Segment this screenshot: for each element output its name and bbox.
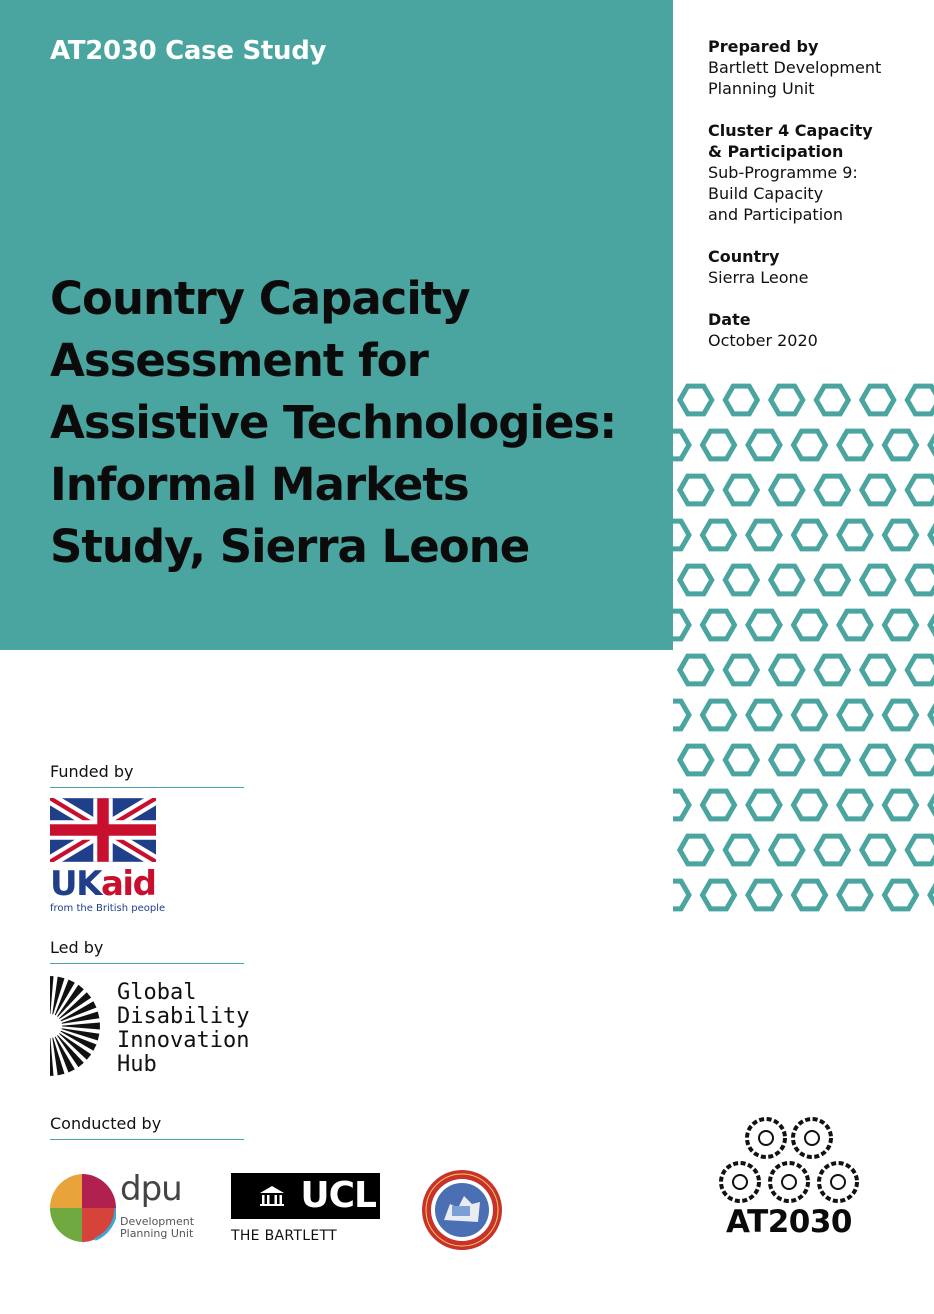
title-line: Assessment for [50,334,428,387]
series-title: AT2030 Case Study [50,36,327,66]
hexagon-shape [839,521,871,549]
hexagon-shape [862,656,894,684]
hexagon-shape [930,611,934,639]
hexagon-shape [930,431,934,459]
meta-value: Planning Unit [708,79,815,98]
hexagon-shape [794,431,826,459]
conducted-by-label: Conducted by [50,1114,162,1133]
hexagon-shape [703,701,735,729]
hexagon-shape [771,386,803,414]
dpu-subtitle [120,1216,194,1240]
hexagon-shape [930,791,934,819]
hexagon-shape [885,431,917,459]
meta-label: Date [708,310,751,329]
hexagon-shape [839,611,871,639]
meta-label: Cluster 4 Capacity [708,121,873,140]
hexagon-shape [680,836,712,864]
hexagon-shape [885,701,917,729]
hexagon-shape [794,701,826,729]
section-divider [50,963,244,964]
ucl-subtitle: THE BARTLETT [231,1228,337,1244]
hexagon-shape [794,611,826,639]
hexagon-shape [885,521,917,549]
conducted-by-section [50,1114,244,1140]
meta-value: Bartlett Development [708,58,882,77]
meta-cluster [708,120,928,225]
hexagon-shape [703,521,735,549]
gdi-ray [50,1038,54,1076]
hexagon-pattern [673,378,934,918]
partner-seal-icon [420,1168,504,1252]
meta-value: and Participation [708,205,844,224]
hexagon-shape [680,656,712,684]
hexagon-shape [862,476,894,504]
meta-label: & Participation [708,142,844,161]
hearing-icon [770,1163,808,1201]
hexagon-shape [794,791,826,819]
hexagon-shape [703,431,735,459]
hexagon-shape [703,881,735,909]
funded-by-section [50,762,244,788]
hexagon-shape [748,611,780,639]
gdi-burst-icon [50,976,100,1076]
led-by-section [50,938,244,964]
hexagon-shape [673,701,689,729]
hexagon-shape [794,521,826,549]
dpu-wordmark: dpu [120,1169,182,1209]
dpu-sub-line: Development [120,1215,195,1228]
hexagon-shape [673,521,689,549]
hexagon-shape [907,386,934,414]
devices-icon [793,1119,831,1157]
hexagon-shape [725,566,757,594]
hexagon-shape [748,701,780,729]
ukaid-aid: aid [100,864,156,904]
hexagon-shape [839,431,871,459]
hexagon-shape [771,656,803,684]
hexagon-shape [771,476,803,504]
hexagon-shape [680,566,712,594]
meta-value: Build Capacity [708,184,824,203]
hexagon-shape [930,881,934,909]
hexagon-shape [816,476,848,504]
gdi-line: Global [117,980,197,1005]
ucl-logo [231,1173,380,1219]
gdi-ray [62,1023,100,1030]
hexagon-shape [680,386,712,414]
hexagon-shape [748,431,780,459]
hexagon-shape [816,566,848,594]
funded-by-label: Funded by [50,762,134,781]
hexagon-shape [748,521,780,549]
hexagon-shape [673,431,689,459]
led-by-label: Led by [50,938,104,957]
hexagon-shape [930,701,934,729]
meta-prepared-by [708,36,928,99]
section-divider [50,787,244,788]
document-metadata [708,36,928,372]
meta-country [708,246,928,288]
gdi-logo-text [117,981,249,1077]
title-line: Assistive Technologies: [50,396,617,449]
hexagon-shape [839,881,871,909]
hexagon-shape [771,746,803,774]
hexagon-shape [907,746,934,774]
meta-value: October 2020 [708,331,818,350]
hexagon-shape [725,476,757,504]
meta-value: Sub-Programme 9: [708,163,858,182]
at2030-wordmark: AT2030 [725,1204,852,1240]
gdi-line: Disability [117,1004,250,1029]
hexagon-shape [794,881,826,909]
hexagon-shape [862,386,894,414]
hexagon-shape [703,791,735,819]
portico-icon [259,1185,285,1207]
hexagon-shape [725,746,757,774]
gdi-line: Hub [117,1052,157,1077]
hexagon-shape [771,566,803,594]
hexagon-shape [907,566,934,594]
hexagon-shape [673,611,689,639]
ucl-wordmark: UCL [300,1175,376,1216]
gdi-line: Innovation [117,1028,250,1053]
hexagon-shape [930,521,934,549]
section-divider [50,1139,244,1140]
glasses-icon [721,1163,759,1201]
hexagon-shape [816,656,848,684]
hexagon-shape [839,701,871,729]
meta-value: Sierra Leone [708,268,809,287]
hexagon-shape [771,836,803,864]
ukaid-tagline: from the British people [50,903,166,914]
dpu-circle-icon [50,1172,116,1244]
hexagon-shape [680,476,712,504]
hexagon-shape [885,791,917,819]
hexagon-shape [725,386,757,414]
gdi-ray [50,976,54,1014]
hexagon-shape [907,476,934,504]
hexagon-shape [885,881,917,909]
document-title [50,268,660,578]
hexagon-shape [673,881,689,909]
at2030-icon-cluster [716,1116,862,1204]
meta-date [708,309,928,351]
hexagon-shape [862,566,894,594]
union-flag-icon [50,798,156,862]
hexagon-shape [862,836,894,864]
dpu-sub-line: Planning Unit [120,1227,194,1240]
ukaid-logo [50,864,155,904]
cover-header-panel [0,0,673,650]
title-line: Study, Sierra Leone [50,520,530,573]
hexagon-shape [725,656,757,684]
hexagon-shape [907,656,934,684]
hexagon-shape [816,836,848,864]
title-line: Country Capacity [50,272,470,325]
hexagon-shape [816,386,848,414]
hexagon-shape [816,746,848,774]
hexagon-shape [680,746,712,774]
hexagon-shape [839,791,871,819]
hexagon-shape [725,836,757,864]
hexagon-shape [703,611,735,639]
ukaid-uk: UK [50,864,101,904]
title-line: Informal Markets [50,458,469,511]
hexagon-shape [907,836,934,864]
hexagon-shape [673,791,689,819]
hexagon-shape [862,746,894,774]
hexagon-shape [885,611,917,639]
wheelchair-icon [819,1163,857,1201]
hexagon-shape [748,791,780,819]
meta-label: Country [708,247,780,266]
hexagon-shape [748,881,780,909]
meta-label: Prepared by [708,37,819,56]
prosthetic-leg-icon [747,1119,785,1157]
